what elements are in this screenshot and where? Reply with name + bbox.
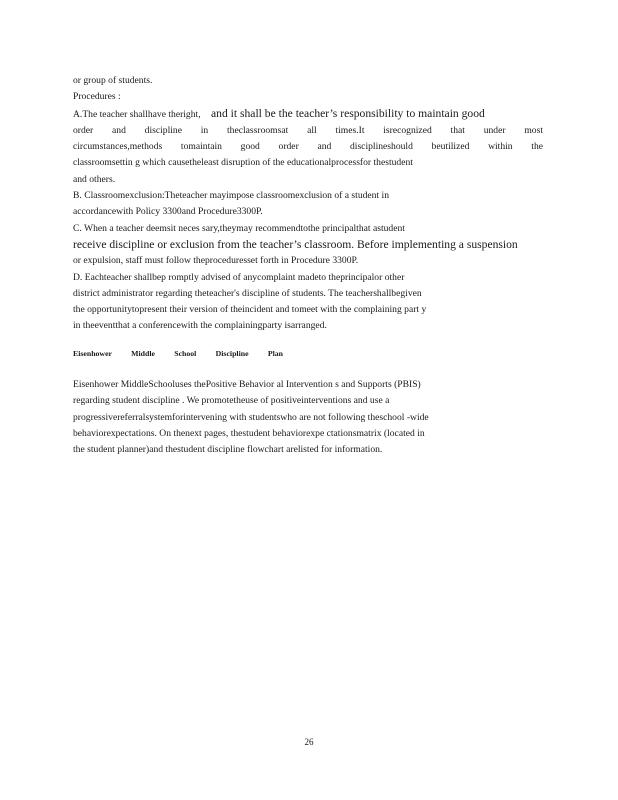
paragraph-c: [73, 221, 543, 270]
paragraph-b: [73, 188, 543, 221]
paragraph-a: [73, 106, 543, 188]
discipline-plan-text-block: [73, 377, 543, 458]
paragraph-a-line-3: circumstances,methods tomaintain good order and disciplineshould beutilized within the: [73, 141, 543, 153]
paragraph-d: [73, 270, 543, 335]
plan-line-4: behaviorexpectations. On thenext pages, thestudent behaviorexpe ctationsmatrix (located in: [73, 427, 425, 439]
paragraph-d-line-2: district administrator regarding theteacher's discipline of students. The teachershallbegiven: [73, 287, 422, 299]
paragraph-a-line-5: and others.: [73, 173, 116, 185]
plan-line-5: the student planner)and thestudent discipline flowchart arelisted for information.: [73, 444, 383, 456]
procedures-text-block: [73, 73, 543, 335]
paragraph-a-line-2: order and discipline in theclassroomsat all times.It isrecognized that under most: [73, 124, 543, 136]
page-number: 26: [304, 737, 314, 747]
paragraph-c-line-1: C. When a teacher deemsit neces sary,theymay recommendtothe principalthat astudent: [73, 222, 405, 234]
paragraph-d-line-4: in theeventthat a conferencewith the complainingparty isarranged.: [73, 320, 327, 332]
paragraph-a-line-1-start: A.The teacher shallhave theright,: [73, 108, 201, 120]
paragraph-a-line-1: [73, 106, 543, 123]
paragraph-b-line-2: accordancewith Policy 3300and Procedure3300P.: [73, 206, 263, 218]
paragraph-d-line-3: the opportunitytopresent their version of theincident and tomeet with the complaining part y: [73, 304, 427, 316]
paragraph-a-line-1-end: and it shall be the teacher’s responsibility to maintain good: [211, 106, 485, 120]
discipline-plan-heading: Eisenhower Middle School Discipline Plan: [73, 349, 283, 358]
plan-line-3: progressivereferralsystemforintervening with studentswho are not following theschool -wide: [73, 411, 429, 423]
plan-line-1: Eisenhower MiddleSchooluses thePositive Behavior al Intervention s and Supports (PBIS): [73, 379, 421, 390]
plan-line-2: regarding student discipline . We promotetheuse of positiveinterventions and use a: [73, 395, 390, 407]
paragraph-b-line-1: B. Classroomexclusion:Theteacher mayimpose classroomexclusion of a student in: [73, 190, 389, 202]
paragraph-a-line-4: classroomsettin g which causetheleast disruption of the educationalprocessfor thestudent: [73, 157, 413, 169]
intro-line: or group of students.: [73, 75, 153, 86]
paragraph-c-line-2: receive discipline or exclusion from the teacher’s classroom. Before implementing a suspension: [73, 237, 518, 251]
procedures-heading: Procedures :: [73, 91, 121, 103]
paragraph-c-line-3: or expulsion, staff must follow theproceduresset forth in Procedure 3300P.: [73, 255, 359, 267]
paragraph-d-line-1: D. Eachteacher shallbep romptly advised of anycomplaint madeto theprincipalor other: [73, 271, 405, 283]
